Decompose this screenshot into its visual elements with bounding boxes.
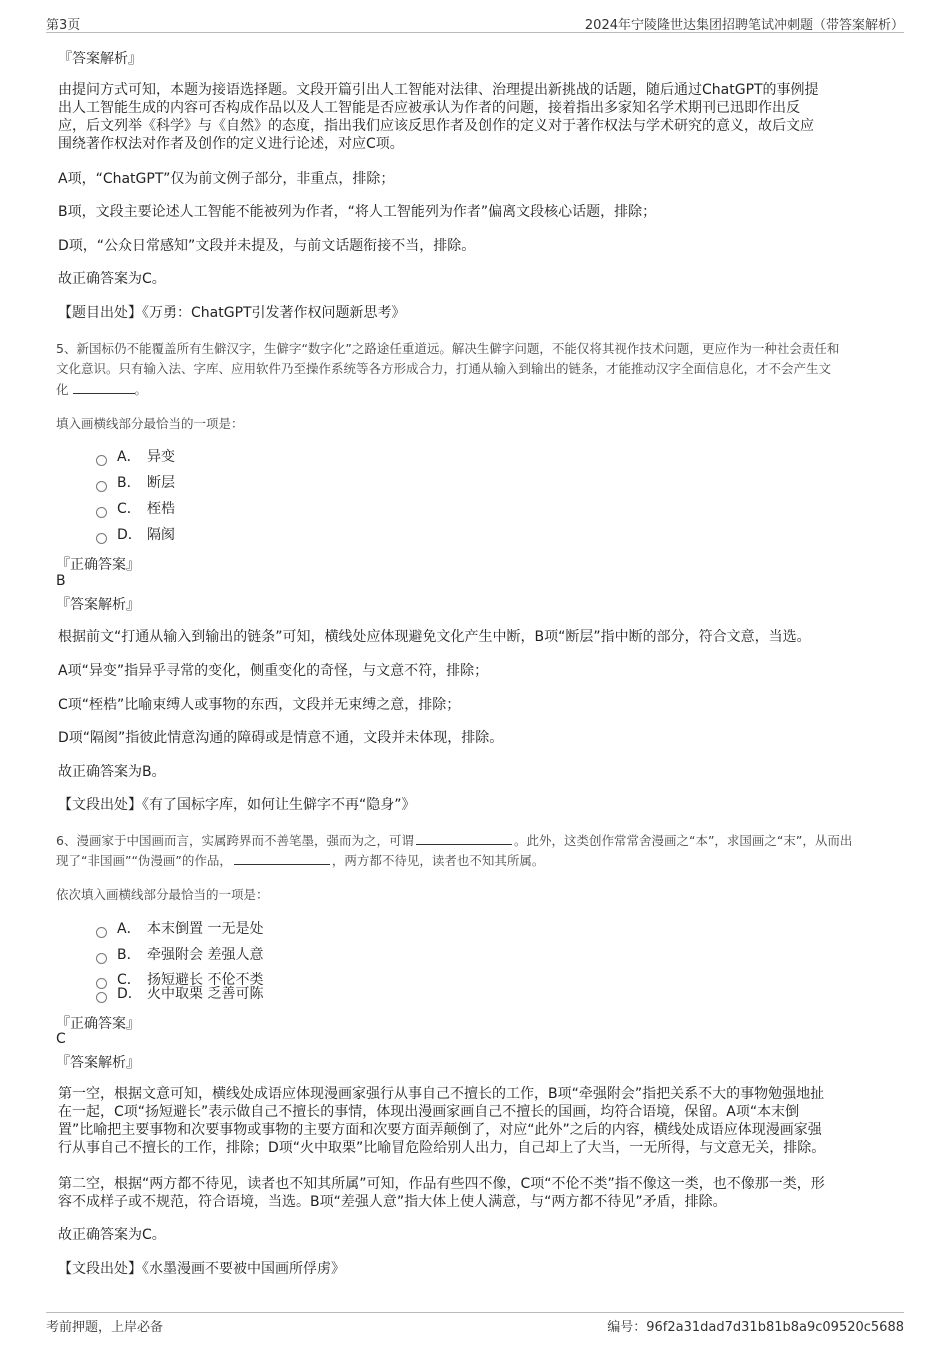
q5-source: 【文段出处】《有了国标字库，如何让生僻字不再“隐身”》 xyxy=(58,797,416,813)
q4-conclusion: 故正确答案为C。 xyxy=(58,271,166,287)
radio-icon[interactable] xyxy=(96,507,107,518)
q5-option-c[interactable]: C． 桎梏 xyxy=(96,500,175,518)
document-title: 2024年宁陵隆世达集团招聘笔试冲刺题（带答案解析） xyxy=(584,18,904,33)
q6-conclusion: 故正确答案为C。 xyxy=(58,1227,166,1243)
q4-analysis-line: 应，后文列举《科学》与《自然》的态度，指出我们应该反思作者及创作的定义对于著作权法与学术研究的意义，故后文应 xyxy=(58,118,814,134)
q4-option-b-explanation: B项，文段主要论述人工智能不能被列为作者，“将人工智能列为作者”偏离文段核心话题，排除； xyxy=(58,204,657,220)
q5-stem-end: 。 xyxy=(134,382,148,397)
q5-stem-line: 5、新国标仍不能覆盖所有生僻汉字，生僻字“数字化”之路途任重道远。解决生僻字问题，不能仅将其视作技术问题，更应作为一种社会责任和 xyxy=(56,341,840,356)
q6-stem-line-1: 6、漫画家于中国画而言，实属跨界而不善笔墨，强而为之，可谓 。此外，这类创作常常舍漫画之“本”，求国画之“末”，从而出 xyxy=(56,830,896,851)
q6-instruction: 依次填入画横线部分最恰当的一项是： xyxy=(56,887,269,902)
q4-analysis-line: 由提问方式可知，本题为接语选择题。文段开篇引出人工智能对法律、治理提出新挑战的话题，随后通过ChatGPT的事例提 xyxy=(58,82,819,98)
fill-blank xyxy=(73,379,135,394)
q6-option-b[interactable]: B． 牵强附会 差强人意 xyxy=(96,946,263,964)
q5-stem-line-3 xyxy=(56,379,896,400)
page-number: 第3页 xyxy=(46,18,81,33)
footer-slogan: 考前押题，上岸必备 xyxy=(46,1320,164,1335)
q5-instruction: 填入画横线部分最恰当的一项是： xyxy=(56,416,244,431)
q6-analysis-line: 容不成样子或不规范，符合语境，当选。B项“差强人意”指大体上使人满意，与“两方都不待见”矛盾，排除。 xyxy=(58,1194,727,1210)
radio-icon[interactable] xyxy=(96,953,107,964)
q4-source: 【题目出处】《万勇：ChatGPT引发著作权问题新思考》 xyxy=(58,305,406,321)
q6-analysis-line: 行从事自己不擅长的工作，排除；D项“火中取栗”比喻冒危险给别人出力，自己却上了大当，一无所得，与文意无关，排除。 xyxy=(58,1140,826,1156)
q5-analysis: 根据前文“打通从输入到输出的链条”可知，横线处应体现避免文化产生中断，B项“断层”指中断的部分，符合文意，当选。 xyxy=(58,629,811,645)
q5-option-d-explanation: D项“隔阂”指彼此情意沟通的障碍或是情意不通，文段并未体现，排除。 xyxy=(58,730,504,746)
q6-analysis-line: 第一空，根据文意可知，横线处成语应体现漫画家强行从事自己不擅长的工作，B项“牵强附会”指把关系不大的事物勉强地扯 xyxy=(58,1086,825,1102)
radio-icon[interactable] xyxy=(96,992,107,1003)
q6-stem-line-2: 现了“非国画”“伪漫画”的作品， ，两方都不待见，读者也不知其所属。 xyxy=(56,850,896,871)
q5-option-a-explanation: A项“异变”指异乎寻常的变化，侧重变化的奇怪，与文意不符，排除； xyxy=(58,663,489,679)
correct-answer-label: 『正确答案』 xyxy=(56,1016,140,1032)
q6-option-a[interactable]: A． 本末倒置 一无是处 xyxy=(96,920,263,938)
q4-analysis-line: 围绕著作权法对作者及创作的定义进行论述，对应C项。 xyxy=(58,136,404,152)
correct-answer: C xyxy=(56,1031,66,1047)
q6-analysis-line: 第二空，根据“两方都不待见，读者也不知其所属”可知，作品有些四不像，C项“不伦不类”指不像这一类，也不像那一类，形 xyxy=(58,1176,825,1192)
radio-icon[interactable] xyxy=(96,455,107,466)
radio-icon[interactable] xyxy=(96,927,107,938)
q5-option-c-explanation: C项“桎梏”比喻束缚人或事物的东西，文段并无束缚之意，排除； xyxy=(58,697,461,713)
q4-option-d-explanation: D项，“公众日常感知”文段并未提及，与前文话题衔接不当，排除。 xyxy=(58,238,476,254)
q6-analysis-line: 置”比喻把主要事物和次要事物或事物的主要方面和次要方面弄颠倒了，对应“此外”之后的内容，横线处成语应体现漫画家强 xyxy=(58,1122,822,1138)
q4-analysis-line: 出人工智能生成的内容可否构成作品以及人工智能是否应被承认为作者的问题，接着指出多家知名学术期刊已迅即作出反 xyxy=(58,100,800,116)
q6-option-d[interactable]: D． 火中取栗 乏善可陈 xyxy=(96,985,263,1003)
correct-answer: B xyxy=(56,573,66,589)
q5-conclusion: 故正确答案为B。 xyxy=(58,764,166,780)
q6-option-c[interactable]: C． 扬短避长 不伦不类 xyxy=(96,971,263,989)
answer-analysis-label: 『答案解析』 xyxy=(58,51,142,67)
radio-icon[interactable] xyxy=(96,481,107,492)
correct-answer-label: 『正确答案』 xyxy=(56,557,140,573)
footer-divider xyxy=(46,1312,904,1313)
fill-blank xyxy=(416,830,512,845)
q5-stem-line: 文化意识。只有输入法、字库、应用软件乃至操作系统等各方形成合力，打通从输入到输出的链条，才能推动汉字全面信息化，才不会产生文 xyxy=(56,361,832,376)
radio-icon[interactable] xyxy=(96,533,107,544)
q6-analysis-line: 在一起，C项“扬短避长”表示做自己不擅长的事情，体现出漫画家画自己不擅长的国画，均符合语境，保留。A项“本末倒 xyxy=(58,1104,800,1120)
q5-option-a[interactable]: A． 异变 xyxy=(96,448,175,466)
q4-option-a-explanation: A项，“ChatGPT”仅为前文例子部分，非重点，排除； xyxy=(58,171,395,187)
fill-blank xyxy=(234,850,330,865)
answer-analysis-label: 『答案解析』 xyxy=(56,597,140,613)
q5-option-d[interactable]: D． 隔阂 xyxy=(96,526,175,544)
q5-stem-text: 化 xyxy=(56,382,69,397)
document-code: 编号：96f2a31dad7d31b81b8a9c09520c5688 xyxy=(607,1320,904,1335)
q5-option-b[interactable]: B． 断层 xyxy=(96,474,175,492)
answer-analysis-label: 『答案解析』 xyxy=(56,1055,140,1071)
header-divider xyxy=(46,32,904,33)
q6-source: 【文段出处】《水墨漫画不要被中国画所俘虏》 xyxy=(58,1261,345,1277)
